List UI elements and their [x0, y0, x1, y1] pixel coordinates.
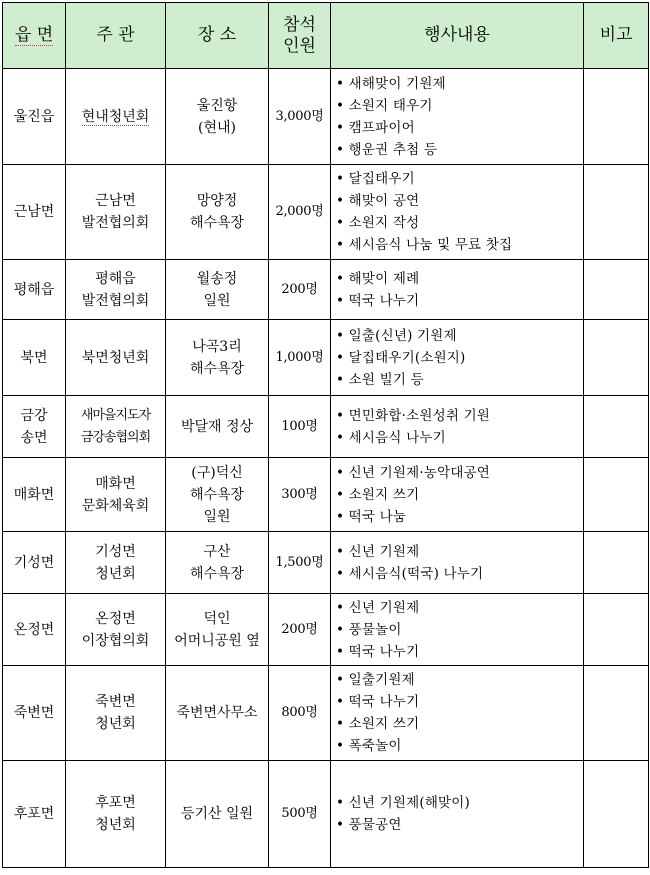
place-cell [166, 532, 269, 594]
events-cell [331, 320, 584, 396]
place-cell-line: 구산 [203, 543, 231, 560]
events-cell-line: • 달집태우기(소원지) [336, 349, 466, 366]
attendance-cell: 1,000명 [269, 320, 331, 396]
host-cell-line: 새마을지도자 [80, 407, 151, 423]
header-events: 행사내용 [331, 3, 584, 69]
town-cell-line: 북면 [20, 349, 48, 366]
note-cell [584, 666, 649, 761]
host-cell-line: 평해읍 [95, 270, 136, 287]
note-cell [584, 594, 649, 666]
attendance-cell: 300명 [269, 458, 331, 532]
events-cell-line: • 신년 기원제(해맞이) [336, 795, 471, 811]
events-cell-line: • 면민화합·소원성취 기원 [336, 407, 491, 424]
town-cell-line: 기성면 [13, 554, 55, 571]
host-cell-line: 온정면 [95, 610, 136, 627]
attendance-cell: 100명 [269, 396, 331, 458]
events-cell-line: • 풍물공연 [336, 817, 402, 833]
host-cell [66, 666, 166, 761]
attendance-cell: 3,000명 [269, 69, 331, 165]
events-cell-line: • 새해맞이 기원제 [336, 75, 446, 92]
host-cell-line: 죽변면 [95, 694, 136, 710]
header-town: 읍 면 [3, 3, 66, 69]
place-cell-line: 해수욕장 [189, 486, 245, 503]
place-cell [166, 458, 269, 532]
table-row [3, 594, 649, 666]
host-cell [66, 165, 166, 260]
host-cell [66, 532, 166, 594]
host-cell [66, 761, 166, 868]
host-cell-line [66, 106, 165, 128]
events-cell-line: • 소원 빌기 등 [336, 371, 424, 388]
host-cell-line: 청년회 [95, 817, 136, 833]
host-cell-line: 문화체육회 [81, 497, 150, 514]
table-row [3, 458, 649, 532]
town-cell-line: 죽변면 [13, 705, 55, 721]
events-cell-line: • 떡국 나누기 [336, 694, 420, 710]
note-cell [584, 761, 649, 868]
town-cell [3, 165, 66, 260]
attendance-cell: 2,000명 [269, 165, 331, 260]
town-cell-line: 근남면 [13, 204, 55, 220]
events-cell-line: • 떡국 나눔 [336, 508, 407, 525]
town-cell [3, 666, 66, 761]
host-cell-line: 청년회 [95, 565, 136, 582]
events-cell-line: • 해맞이 공연 [336, 193, 420, 209]
events-cell-line: • 행운권 추첨 등 [336, 141, 438, 158]
place-cell-line: 해수욕장 [189, 360, 245, 377]
place-cell [166, 165, 269, 260]
note-cell [584, 260, 649, 320]
note-cell [584, 396, 649, 458]
host-cell [66, 458, 166, 532]
table-row [3, 666, 649, 761]
events-cell-line: • 신년 기원제 [336, 543, 420, 560]
events-cell-line: • 일출(신년) 기원제 [336, 327, 457, 344]
events-cell [331, 594, 584, 666]
events-cell-line: • 해맞이 제례 [336, 270, 420, 287]
place-cell-line: 일원 [203, 508, 231, 525]
events-cell-line: • 소원지 쓰기 [336, 486, 420, 503]
events-cell-line: • 떡국 나누기 [336, 643, 420, 660]
header-place: 장 소 [166, 3, 269, 69]
place-cell-line: 울진항 [196, 97, 238, 114]
town-cell [3, 532, 66, 594]
host-cell-line: 근남면 [95, 193, 136, 209]
place-cell-line: 등기산 일원 [180, 806, 254, 822]
events-cell [331, 69, 584, 165]
town-cell [3, 260, 66, 320]
header-attendance [269, 3, 331, 69]
events-cell-line: • 신년 기원제 [336, 599, 420, 616]
attendance-cell: 1,500명 [269, 532, 331, 594]
place-cell [166, 396, 269, 458]
host-cell [66, 396, 166, 458]
events-cell-line: • 캠프파이어 [336, 119, 415, 136]
host-name-underlined: 현내청년회 [81, 108, 150, 125]
host-cell-line: 발전협의회 [81, 215, 150, 231]
events-cell-line: • 신년 기원제·농악대공연 [336, 464, 491, 481]
events-cell-line: • 일출기원제 [336, 672, 415, 688]
place-cell-line: 죽변면사무소 [176, 705, 258, 721]
attendance-cell: 200명 [269, 260, 331, 320]
note-cell [584, 532, 649, 594]
place-cell-line: 해수욕장 [189, 215, 245, 231]
events-cell-line: • 세시음식 나누기 [336, 429, 446, 446]
host-cell-line: 기성면 [95, 543, 136, 560]
table-row [3, 69, 649, 165]
town-cell [3, 69, 66, 165]
place-cell [166, 666, 269, 761]
note-cell [584, 458, 649, 532]
attendance-cell: 500명 [269, 761, 331, 868]
table-row [3, 532, 649, 594]
events-cell [331, 396, 584, 458]
place-cell [166, 761, 269, 868]
place-cell-line: (현내) [198, 119, 236, 136]
place-cell-line: 망양정 [196, 193, 238, 209]
place-cell [166, 320, 269, 396]
host-cell [66, 320, 166, 396]
event-table [2, 2, 649, 868]
events-cell-line: • 소원지 작성 [336, 215, 420, 231]
header-attendance-line: 참석 [283, 14, 316, 35]
place-cell-line: 해수욕장 [189, 565, 245, 582]
table-row [3, 260, 649, 320]
note-cell [584, 165, 649, 260]
note-cell [584, 320, 649, 396]
header-attendance-line: 인원 [283, 35, 316, 56]
place-cell [166, 260, 269, 320]
attendance-cell: 800명 [269, 666, 331, 761]
attendance-cell: 200명 [269, 594, 331, 666]
table-row [3, 396, 649, 458]
table-row [3, 761, 649, 868]
host-cell-line: 금강송협의회 [80, 429, 151, 445]
host-cell-line: 청년회 [95, 716, 136, 732]
place-cell-line: 일원 [203, 292, 231, 309]
town-cell [3, 320, 66, 396]
events-cell [331, 532, 584, 594]
town-cell [3, 396, 66, 458]
events-cell [331, 761, 584, 868]
town-cell-line: 금강 [20, 407, 48, 424]
town-cell-line: 울진읍 [13, 108, 55, 125]
events-cell-line: • 세시음식 나눔 및 무료 찻집 [336, 237, 513, 253]
host-cell-line: 북면청년회 [81, 349, 150, 366]
place-cell-line: 나곡3리 [192, 338, 242, 355]
events-cell-line: • 세시음식(떡국) 나누기 [336, 565, 484, 582]
place-cell-line: 월송정 [196, 270, 238, 287]
host-cell-line: 매화면 [95, 475, 136, 492]
town-cell [3, 458, 66, 532]
events-cell [331, 260, 584, 320]
table-row [3, 165, 649, 260]
events-cell-line: • 떡국 나누기 [336, 292, 420, 309]
town-cell-line: 후포면 [13, 806, 55, 822]
events-cell-line: • 소원지 태우기 [336, 97, 433, 114]
note-cell [584, 69, 649, 165]
place-cell [166, 69, 269, 165]
town-cell-line: 송면 [20, 429, 48, 446]
host-cell-line: 후포면 [95, 795, 136, 811]
town-cell-line: 평해읍 [13, 281, 55, 298]
events-cell-line: • 소원지 쓰기 [336, 716, 420, 732]
events-cell-line: • 풍물놀이 [336, 621, 402, 638]
events-cell [331, 165, 584, 260]
place-cell-line: (구)덕신 [191, 464, 243, 481]
host-cell-line: 이장협의회 [81, 632, 150, 649]
table-row [3, 320, 649, 396]
header-host: 주 관 [66, 3, 166, 69]
place-cell-line: 박달재 정상 [180, 418, 254, 435]
place-cell-line: 덕인 [203, 610, 231, 627]
host-cell [66, 69, 166, 165]
host-cell [66, 594, 166, 666]
host-cell-line: 발전협의회 [81, 292, 150, 309]
place-cell-line: 어머니공원 옆 [174, 632, 260, 649]
town-cell-line: 온정면 [13, 621, 55, 638]
header-row [3, 3, 649, 69]
events-cell [331, 666, 584, 761]
town-cell [3, 594, 66, 666]
events-cell-line: • 달집태우기 [336, 171, 415, 187]
events-cell-line: • 폭죽놀이 [336, 738, 402, 754]
town-cell [3, 761, 66, 868]
events-cell [331, 458, 584, 532]
header-note: 비고 [584, 3, 649, 69]
place-cell [166, 594, 269, 666]
host-cell [66, 260, 166, 320]
town-cell-line: 매화면 [13, 486, 55, 503]
